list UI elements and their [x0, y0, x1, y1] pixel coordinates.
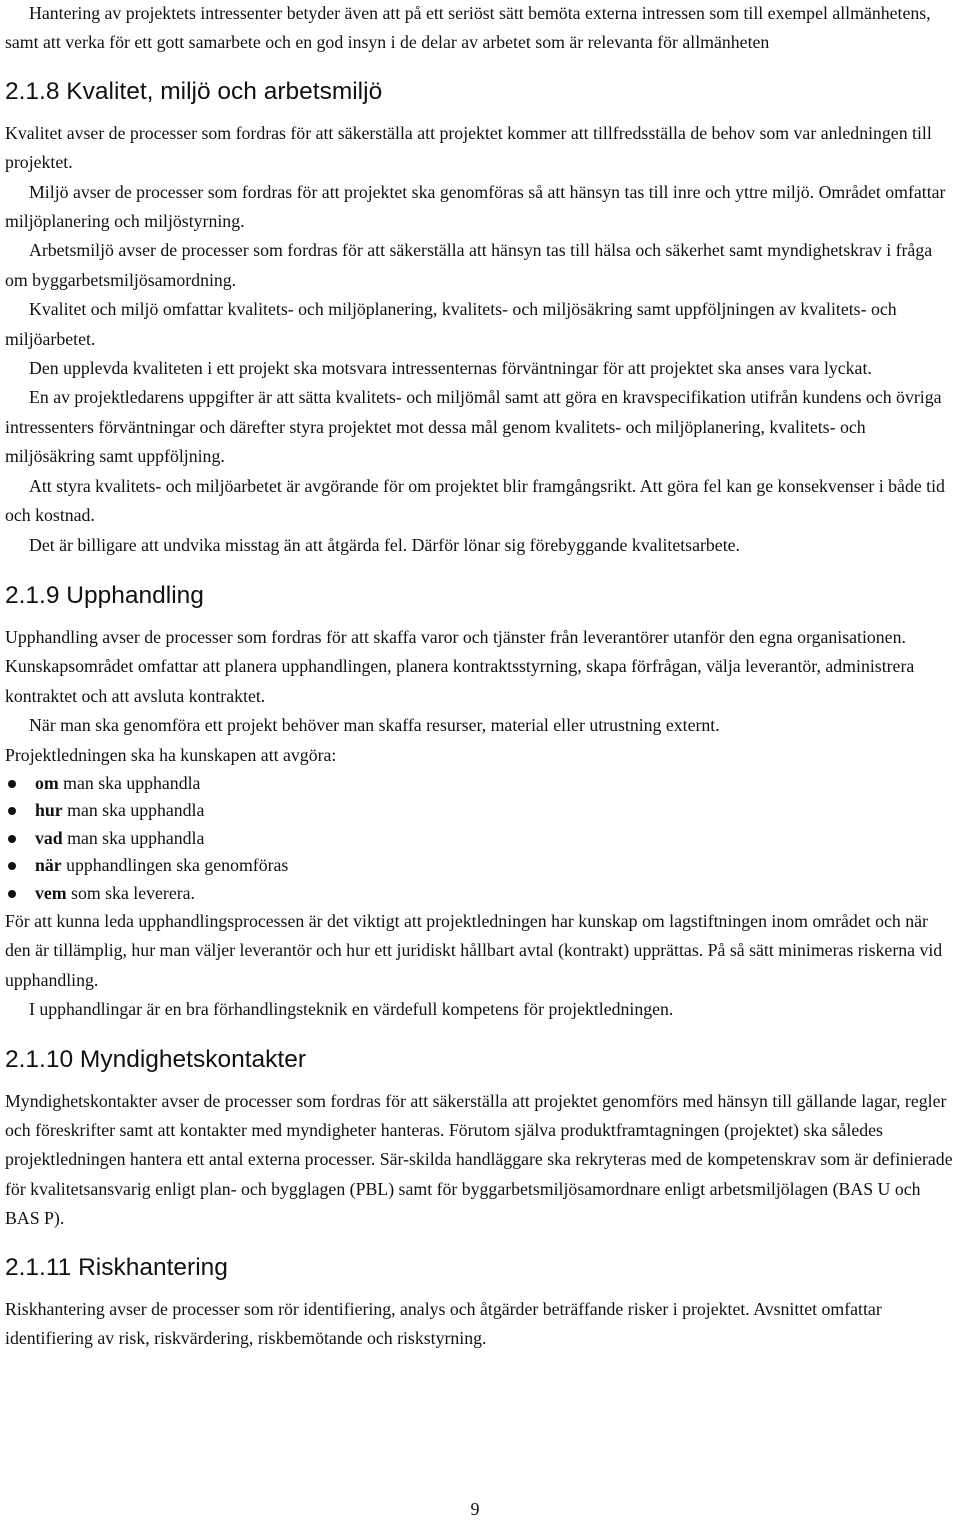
list-intro: Projektledningen ska ha kunskapen att avgöra:: [5, 744, 337, 765]
document-page: [5, 0, 955, 1353]
bullet-text: upphandlingen ska genomföras: [61, 855, 289, 876]
list-item: [5, 797, 955, 824]
decision-list: [5, 770, 955, 907]
list-item: [5, 852, 955, 879]
bullet-icon: [8, 890, 16, 898]
bullet-text: man ska upphandla: [62, 800, 205, 821]
bullet-keyword: när: [35, 855, 62, 876]
paragraph-forhandlingsteknik: I upphandlingar är en bra förhandlingsteknik en värdefull kompetens för projektledningen.: [29, 999, 674, 1020]
section-heading-2-1-8: 2.1.8 Kvalitet, miljö och arbetsmiljö: [5, 77, 383, 105]
section-heading-2-1-11: 2.1.11 Riskhantering: [5, 1253, 228, 1281]
bullet-keyword: vem: [35, 882, 67, 903]
paragraph-kvalitet: Kvalitet avser de processer som fordras för att säkerställa att projektet kommer att tillfredsställa de behov som var anledningen till projektet.: [5, 122, 932, 173]
paragraph-billigare: Det är billigare att undvika misstag än att åtgärda fel. Därför lönar sig förebyggande kvalitetsarbete.: [29, 534, 740, 555]
intro-paragraph: Hantering av projektets intressenter betyder även att på ett seriöst sätt bemöta externa intressen som till exempel allmänhetens, samt att verka för ett gott samarbete och en god insyn i de delar av arbetet som är relevanta för allmänheten: [5, 3, 931, 53]
list-item: [5, 825, 955, 852]
paragraph-kvalitet-och-miljo: Kvalitet och miljö omfattar kvalitets- och miljöplanering, kvalitets- och miljösäkring samt uppföljningen av kvalitets- och miljöarbetet.: [5, 299, 897, 349]
paragraph-projektledarens-uppgifter: En av projektledarens uppgifter är att sätta kvalitets- och miljömål samt att göra en kravspecifikation utifrån kundens och övriga intressenters förväntningar och därefter styra projektet mot dessa mål genom kvalitets- och miljöplanering, kvalitets- och miljösäkring samt uppföljning.: [5, 387, 942, 467]
paragraph-styra-kvalitetsarbetet: Att styra kvalitets- och miljöarbetet är avgörande för om projektet blir framgångsrikt. Att göra fel kan ge konsekvenser i både tid och kostnad.: [5, 475, 945, 526]
bullet-text: man ska upphandla: [58, 772, 201, 793]
bullet-icon: [8, 835, 16, 843]
section-heading-2-1-9: 2.1.9 Upphandling: [5, 581, 204, 609]
bullet-icon: [8, 780, 16, 788]
list-item: [5, 770, 955, 797]
paragraph-riskhantering: Riskhantering avser de processer som rör identifiering, analys och åtgärder beträffande risker i projektet. Avsnittet omfattar identifiering av risk, riskvärdering, riskbemötande och riskstyrning.: [5, 1298, 882, 1349]
paragraph-myndighetskontakter: Myndighetskontakter avser de processer som fordras för att säkerställa att projektet genomförs med hänsyn till gällande lagar, regler och föreskrifter samt att kontakter med myndigheter hanteras. Förutom själva produktframtagningen (projektet) ska således projektledningen hantera ett antal externa processer. Sär-skilda handläggare ska rekryteras med de kompetenskrav som är definierade för kvalitetsansvarig enligt plan- och bygglagen (PBL) samt för byggarbetsmiljösamordnare enligt arbetsmiljölagen (BAS U och BAS P).: [5, 1090, 953, 1229]
bullet-keyword: hur: [35, 800, 63, 821]
paragraph-resurser: När man ska genomföra ett projekt behöver man skaffa resurser, material eller utrustning externt.: [29, 715, 720, 736]
paragraph-arbetsmiljo: Arbetsmiljö avser de processer som fordras för att säkerställa att hänsyn tas till hälsa och säkerhet samt myndighetskrav i fråga om byggarbetsmiljösamordning.: [5, 240, 933, 290]
bullet-keyword: om: [35, 772, 59, 793]
bullet-icon: [8, 862, 16, 870]
list-item: [5, 880, 955, 907]
page-number: 9: [470, 1499, 480, 1519]
paragraph-upphandling: Upphandling avser de processer som fordras för att skaffa varor och tjänster från leverantörer utanför den egna organisationen. Kunskapsområdet omfattar att planera upphandlingen, planera kontraktsstyrning, skapa förfrågan, välja leverantör, administrera kontraktet och att avsluta kontraktet.: [5, 626, 915, 706]
section-heading-2-1-10: 2.1.10 Myndighetskontakter: [5, 1045, 306, 1073]
bullet-text: som ska leverera.: [66, 882, 195, 903]
paragraph-lagstiftning: För att kunna leda upphandlingsprocessen är det viktigt att projektledningen har kunskap om lagstiftningen inom området och när den är tillämplig, hur man väljer leverantör och hur ett juridiskt hållbart avtal (kontrakt) upprättas. På så sätt minimeras riskerna vid upphandling.: [5, 910, 943, 990]
bullet-icon: [8, 807, 16, 815]
bullet-keyword: vad: [35, 827, 63, 848]
bullet-text: man ska upphandla: [62, 827, 205, 848]
paragraph-upplevda-kvaliteten: Den upplevda kvaliteten i ett projekt ska motsvara intressenternas förväntningar för att projektet ska anses vara lyckat.: [29, 358, 872, 379]
paragraph-miljo: Miljö avser de processer som fordras för att projektet ska genomföras så att hänsyn tas till inre och yttre miljö. Området omfattar miljöplanering och miljöstyrning.: [5, 181, 946, 232]
